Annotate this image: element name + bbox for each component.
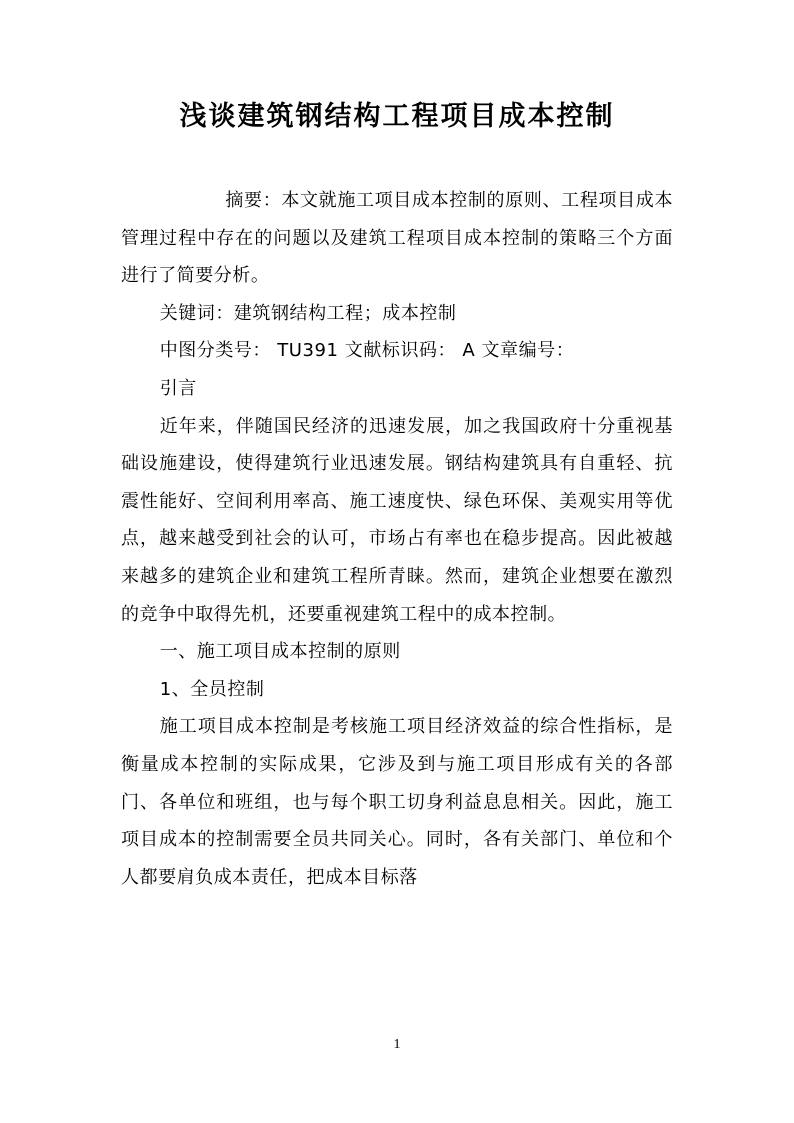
introduction-paragraph: 近年来，伴随国民经济的迅速发展，加之我国政府十分重视基础设施建设，使得建筑行业迅速发展。钢结构建筑具有自重轻、抗震性能好、空间利用率高、施工速度快、绿色环保、美观实用等优点，越来越受到社会的认可，市场占有率也在稳步提高。因此被越来越多的建筑企业和建筑工程所青睐。然而，建筑企业想要在激烈的竞争中取得先机，还要重视建筑工程中的成本控制。 xyxy=(121,415,673,625)
body-paragraph: 施工项目成本控制是考核施工项目经济效益的综合性指标，是衡量成本控制的实际成果，它涉及到与施工项目形成有关的各部门、各单位和班组，也与每个职工切身利益息息相关。因此，施工项目成本的控制需要全员共同关心。同时，各有关部门、单位和个人都要肩负成本责任，把成本目标落 xyxy=(121,716,673,888)
introduction-heading: 引言 xyxy=(159,377,197,399)
classification-line: 中图分类号： TU391 文献标识码： A 文章编号： xyxy=(159,340,575,362)
keywords-line: 关键词：建筑钢结构工程；成本控制 xyxy=(159,302,457,324)
section-heading: 一、施工项目成本控制的原则 xyxy=(159,641,401,663)
document-title: 浅谈建筑钢结构工程项目成本控制 xyxy=(179,101,615,132)
abstract-paragraph: 摘要：本文就施工项目成本控制的原则、工程项目成本管理过程中存在的问题以及建筑工程项目成本控制的策略三个方面进行了简要分析。 xyxy=(121,190,673,287)
subsection-heading: 1、全员控制 xyxy=(159,678,265,700)
page-number: 1 xyxy=(393,1037,401,1052)
document-body xyxy=(121,182,673,896)
